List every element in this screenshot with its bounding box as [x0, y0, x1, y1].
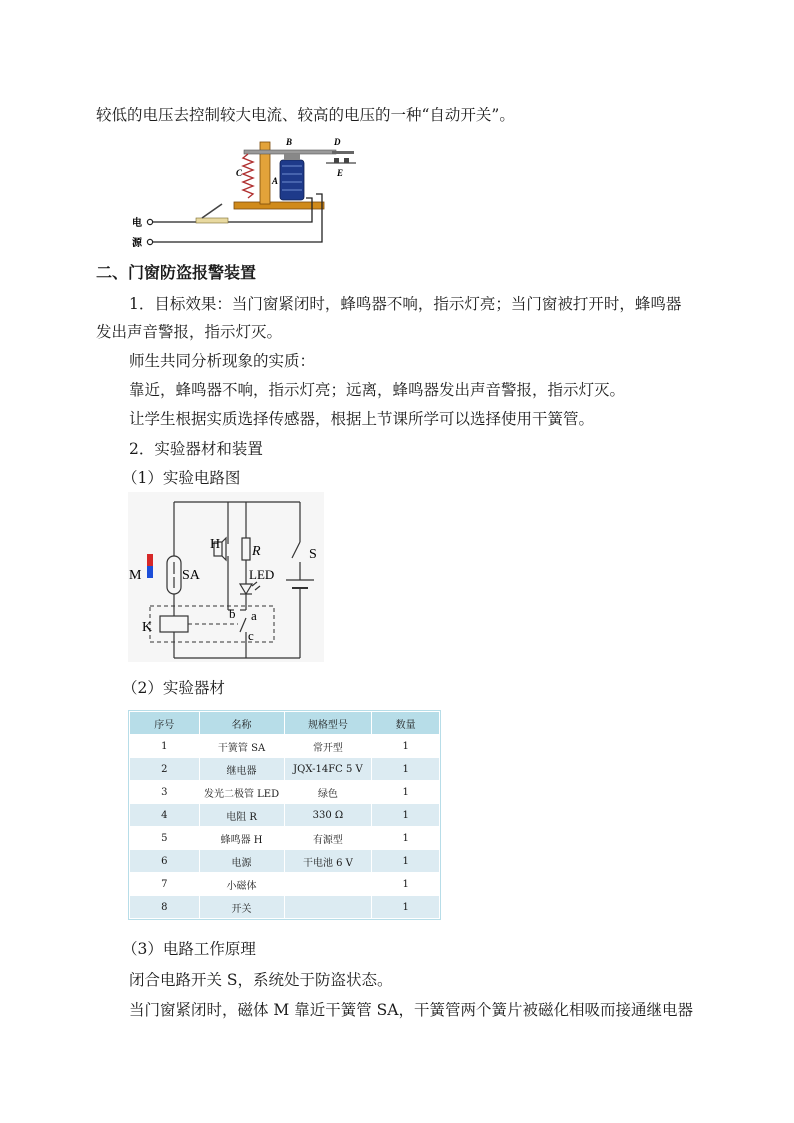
table-cell: 电阻 R: [199, 804, 284, 827]
relay-figure: [126, 134, 366, 252]
relay-label-e: E: [337, 168, 344, 178]
para4: 让学生根据实质选择传感器，根据上节课所学可以选择使用干簧管。: [129, 410, 595, 428]
table-header-cell: 规格型号: [284, 712, 372, 735]
table-row: [130, 896, 440, 919]
table-cell: 1: [372, 827, 440, 850]
table-cell: 常开型: [284, 735, 372, 758]
para1-line2: 发出声音警报，指示灯灭。: [96, 323, 283, 341]
equipment-table: [129, 711, 440, 919]
subheading-principle: （3）电路工作原理: [122, 940, 256, 958]
para7: 当门窗紧闭时，磁体 M 靠近干簧管 SA，干簧管两个簧片被磁化相吸而接通继电器: [129, 1001, 693, 1019]
circuit-label-r: R: [252, 544, 261, 559]
table-cell: [284, 896, 372, 919]
para2: 师生共同分析现象的实质：: [129, 352, 316, 370]
table-cell: 电源: [199, 850, 284, 873]
table-cell: 6: [130, 850, 200, 873]
circuit-label-a: a: [251, 608, 257, 623]
table-row: [130, 827, 440, 850]
table-row: [130, 735, 440, 758]
subheading-equipment: （2）实验器材: [122, 679, 225, 697]
table-cell: 开关: [199, 896, 284, 919]
relay-label-d: D: [334, 137, 341, 147]
circuit-diagram: [128, 492, 324, 662]
relay-label-a: A: [272, 176, 279, 186]
table-cell: 绿色: [284, 781, 372, 804]
table-cell: 3: [130, 781, 200, 804]
table-cell: 1: [372, 735, 440, 758]
table-cell: JQX-14FC 5 V: [284, 758, 372, 781]
relay-label-b: B: [286, 137, 293, 147]
relay-label-c: C: [236, 168, 243, 178]
relay-power-char-2: 源: [132, 238, 142, 249]
table-cell: 有源型: [284, 827, 372, 850]
table-cell: 330 Ω: [284, 804, 372, 827]
table-cell: 1: [372, 804, 440, 827]
para3: 靠近，蜂鸣器不响，指示灯亮；远离，蜂鸣器发出声音警报，指示灯灭。: [129, 381, 626, 399]
table-header-cell: 数量: [372, 712, 440, 735]
table-cell: 1: [372, 896, 440, 919]
para6: 闭合电路开关 S，系统处于防盗状态。: [129, 971, 393, 989]
circuit-label-led: LED: [249, 567, 275, 582]
table-row: [130, 804, 440, 827]
table-cell: 发光二极管 LED: [199, 781, 284, 804]
table-cell: 2: [130, 758, 200, 781]
table-cell: 1: [130, 735, 200, 758]
table-row: [130, 850, 440, 873]
table-cell: 小磁体: [199, 873, 284, 896]
table-cell: 5: [130, 827, 200, 850]
table-cell: 蜂鸣器 H: [199, 827, 284, 850]
circuit-label-h: H: [210, 537, 221, 552]
table-row: [130, 758, 440, 781]
table-cell: 1: [372, 758, 440, 781]
table-cell: 8: [130, 896, 200, 919]
table-cell: 1: [372, 781, 440, 804]
table-cell: [284, 873, 372, 896]
table-header-row: [130, 712, 440, 735]
circuit-label-s: S: [309, 547, 317, 562]
circuit-label-c: c: [248, 628, 254, 643]
table-cell: 继电器: [199, 758, 284, 781]
table-row: [130, 781, 440, 804]
circuit-label-m: M: [129, 568, 142, 583]
table-cell: 1: [372, 873, 440, 896]
circuit-label-b: b: [229, 606, 236, 621]
para5: 2．实验器材和装置: [129, 440, 263, 458]
table-cell: 4: [130, 804, 200, 827]
para1-line1: 1．目标效果：当门窗紧闭时，蜂鸣器不响，指示灯亮；当门窗被打开时，蜂鸣器: [129, 295, 682, 313]
section-title: 二、门窗防盗报警装置: [96, 263, 257, 282]
table-header-cell: 序号: [130, 712, 200, 735]
subheading-circuit: （1）实验电路图: [122, 469, 241, 487]
table-header-cell: 名称: [199, 712, 284, 735]
table-cell: 干电池 6 V: [284, 850, 372, 873]
circuit-label-k: K: [142, 620, 153, 635]
table-cell: 干簧管 SA: [199, 735, 284, 758]
intro-line: 较低的电压去控制较大电流、较高的电压的一种“自动开关”。: [96, 106, 515, 124]
circuit-label-sa: SA: [182, 568, 200, 583]
table-cell: 7: [130, 873, 200, 896]
relay-power-char-1: 电: [132, 218, 142, 229]
table-cell: 1: [372, 850, 440, 873]
table-row: [130, 873, 440, 896]
